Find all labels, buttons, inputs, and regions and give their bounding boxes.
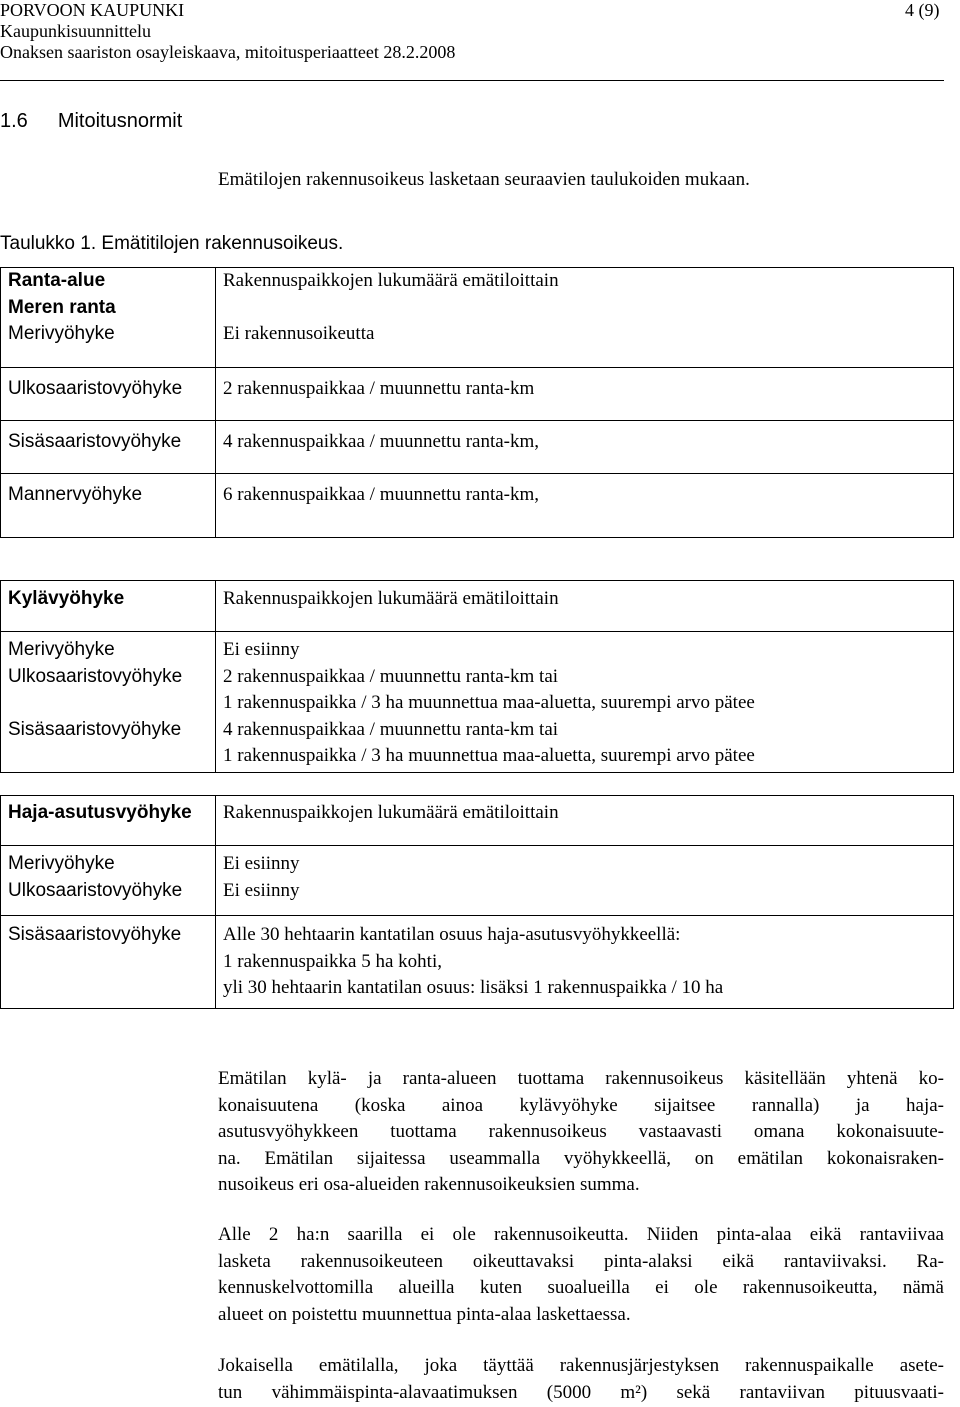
table2-value-cell	[216, 632, 954, 773]
zone-value: yli 30 hehtaarin kantatilan osuus: lisäksi 1 rakennuspaikka / 10 ha	[223, 977, 724, 998]
table-haja-asutusvyohyke	[0, 795, 954, 1009]
table3-zone-cell	[1, 846, 216, 916]
paragraph-line: konaisuutena (koska ainoa kylävyöhyke sijaitsee rannalla) ja haja-	[218, 1094, 944, 1116]
zone-label: Sisäsaaristovyöhyke	[1, 916, 216, 1009]
intro-text: Emätilojen rakennusoikeus lasketaan seuraavien taulukoiden mukaan.	[218, 169, 750, 190]
table1-value-cell	[216, 268, 954, 368]
paragraph-line: nusoikeus eri osa-alueiden rakennusoikeuksien summa.	[218, 1174, 640, 1195]
table1-heading: Ranta-alue	[8, 270, 106, 291]
table3-value-cell	[216, 846, 954, 916]
table1-header-cell	[1, 268, 216, 368]
zone-value: 1 rakennuspaikka / 3 ha muunnettua maa-aluetta, suurempi arvo pätee	[223, 692, 755, 713]
header-org: PORVOON KAUPUNKI	[0, 0, 185, 20]
zone-value: Ei esiinny	[223, 639, 300, 660]
table3-heading: Haja-asutusvyöhyke	[1, 796, 216, 846]
table2-zone-cell	[1, 632, 216, 773]
zone-value: 4 rakennuspaikkaa / muunnettu ranta-km,	[216, 421, 954, 474]
paragraph-line: Emätilan kylä- ja ranta-alueen tuottama rakennusoikeus käsitellään yhtenä ko-	[218, 1068, 944, 1089]
paragraph-2	[218, 1222, 944, 1328]
table1-column-heading: Rakennuspaikkojen lukumäärä emätiloittain	[223, 270, 559, 291]
zone-value: 1 rakennuspaikka 5 ha kohti,	[223, 950, 442, 972]
table2-heading: Kylävyöhyke	[1, 581, 216, 632]
table3-column-heading: Rakennuspaikkojen lukumäärä emätiloittain	[216, 796, 954, 846]
table1-subheading: Meren ranta	[8, 296, 116, 318]
zone-value: 2 rakennuspaikkaa / muunnettu ranta-km	[216, 368, 954, 421]
paragraph-3	[218, 1353, 944, 1406]
section-number: 1.6	[0, 110, 28, 132]
zone-value: Ei rakennusoikeutta	[223, 323, 375, 344]
header-page-number: 4 (9)	[905, 0, 940, 20]
paragraph-line: alueet on poistettu muunnettua pinta-alaa laskettaessa.	[218, 1303, 631, 1325]
zone-value: Ei esiinny	[223, 853, 300, 874]
zone-value: 2 rakennuspaikkaa / muunnettu ranta-km tai	[223, 665, 559, 687]
paragraph-line: Alle 2 ha:n saarilla ei ole rakennusoikeutta. Niiden pinta-alaa eikä rantaviivaa	[218, 1224, 944, 1245]
paragraph-line: Jokaisella emätilalla, joka täyttää rakennusjärjestyksen rakennuspaikalle asete-	[218, 1355, 944, 1376]
paragraph-line: na. Emätilan sijaitessa useammalla vyöhykkeellä, on emätilan kokonaisraken-	[218, 1147, 944, 1169]
zone-label: Ulkosaaristovyöhyke	[8, 879, 183, 901]
section-heading	[0, 108, 182, 135]
zone-label: Ulkosaaristovyöhyke	[1, 368, 216, 421]
section-title: Mitoitusnormit	[57, 110, 183, 132]
table3-last-value-cell	[216, 916, 954, 1009]
zone-label: Merivyöhyke	[8, 639, 115, 660]
zone-value: 1 rakennuspaikka / 3 ha muunnettua maa-aluetta, suurempi arvo pätee	[223, 745, 755, 766]
table-kylavyohyke	[0, 580, 954, 773]
header-department: Kaupunkisuunnittelu	[0, 21, 151, 41]
zone-value: 6 rakennuspaikkaa / muunnettu ranta-km,	[216, 474, 954, 538]
zone-label: Merivyöhyke	[8, 853, 115, 874]
paragraph-line: lasketa rakennusoikeuteen oikeuttavaksi pinta-alaksi eikä rantaviivaksi. Ra-	[218, 1250, 944, 1272]
paragraph-line: tun vähimmäispinta-alavaatimuksen (5000 m²) sekä rantaviivan pituusvaati-	[218, 1381, 944, 1403]
paragraph-line: asutusvyöhykkeen tuottama rakennusoikeus vastaavasti omana kokonaisuute-	[218, 1121, 944, 1142]
zone-label: Sisäsaaristovyöhyke	[1, 421, 216, 474]
zone-value: Ei esiinny	[223, 879, 300, 901]
header-document-title: Onaksen saariston osayleiskaava, mitoitusperiaatteet 28.2.2008	[0, 42, 456, 62]
paragraph-1	[218, 1066, 944, 1199]
header-rule	[0, 80, 944, 81]
zone-label: Mannervyöhyke	[1, 474, 216, 538]
zone-value: Alle 30 hehtaarin kantatilan osuus haja-asutusvyöhykkeellä:	[223, 924, 681, 945]
paragraph-line: kennuskelvottomilla alueilla kuten suoalueilla ei ole rakennusoikeutta, nämä	[218, 1277, 944, 1298]
table2-column-heading: Rakennuspaikkojen lukumäärä emätiloittain	[216, 581, 954, 632]
table-ranta-alue	[0, 267, 954, 538]
table-caption: Taulukko 1. Emätitilojen rakennusoikeus.	[0, 233, 344, 254]
zone-label: Sisäsaaristovyöhyke	[8, 718, 182, 740]
zone-value: 4 rakennuspaikkaa / muunnettu ranta-km tai	[223, 718, 559, 740]
zone-label: Ulkosaaristovyöhyke	[8, 665, 183, 687]
zone-label: Merivyöhyke	[8, 323, 115, 344]
